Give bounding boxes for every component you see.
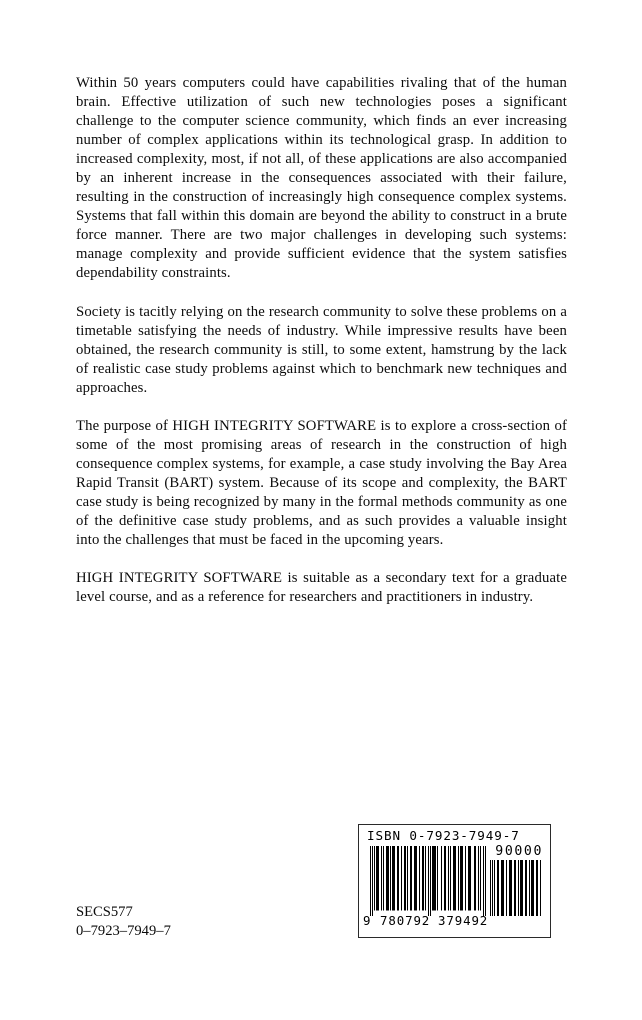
barcode-addon-label: 90000 bbox=[495, 844, 543, 859]
blurb-paragraph-1: Within 50 years computers could have capabilities rivaling that of the human brain. Effective utilization of such new technologies poses a significant challenge to the computer science community, which finds an ever increasing number of complex applications within its technological grasp. In addition to increased complexity, most, if not all, of these applications are also accompanied by an inherent increase in the consequences associated with their failure, resulting in the construction of increasingly high consequence complex systems. Systems that fall within this domain are beyond the ability to construct in a brute force manner. There are two major challenges in developing such systems: manage complexity and provide sufficient evidence that the system satisfies dependability constraints. bbox=[76, 75, 567, 282]
isbn-number: 0–7923–7949–7 bbox=[76, 922, 171, 939]
barcode-right-group: 379492 bbox=[438, 913, 489, 928]
barcode-lead-digit: 9 bbox=[363, 913, 371, 928]
barcode-addon-symbol bbox=[490, 860, 543, 916]
blurb-paragraph-2: Society is tacitly relying on the research community to solve these problems on a timetable satisfying the needs of industry. While impressive results have been obtained, the research community is still, to some extent, hamstrung by the lack of realistic case study problems against which to benchmark new techniques and approaches. bbox=[76, 303, 567, 396]
series-code: SECS577 bbox=[76, 904, 133, 920]
barcode-human-readable-digits bbox=[361, 913, 550, 931]
blurb-text-block bbox=[76, 74, 567, 607]
blurb-paragraph-3: The purpose of HIGH INTEGRITY SOFTWARE is to explore a cross-section of some of the most promising areas of research in the construction of high consequence complex systems, for example, a case study involving the Bay Area Rapid Transit (BART) system. Because of its scope and complexity, the BART case study is being recognized by many in the formal methods community as one of the definitive case study problems, and as such provides a valuable insight into the challenges that must be faced in the upcoming years. bbox=[76, 417, 567, 549]
blurb-paragraph-4: HIGH INTEGRITY SOFTWARE is suitable as a secondary text for a graduate level course, and as a reference for researchers and practitioners in industry. bbox=[76, 570, 567, 606]
barcode bbox=[358, 824, 551, 938]
identifier-block bbox=[76, 903, 171, 940]
barcode-left-group: 780792 bbox=[380, 913, 431, 928]
barcode-isbn-label: ISBN 0-7923-7949-7 bbox=[367, 828, 520, 843]
barcode-ean13-symbol bbox=[370, 846, 487, 916]
